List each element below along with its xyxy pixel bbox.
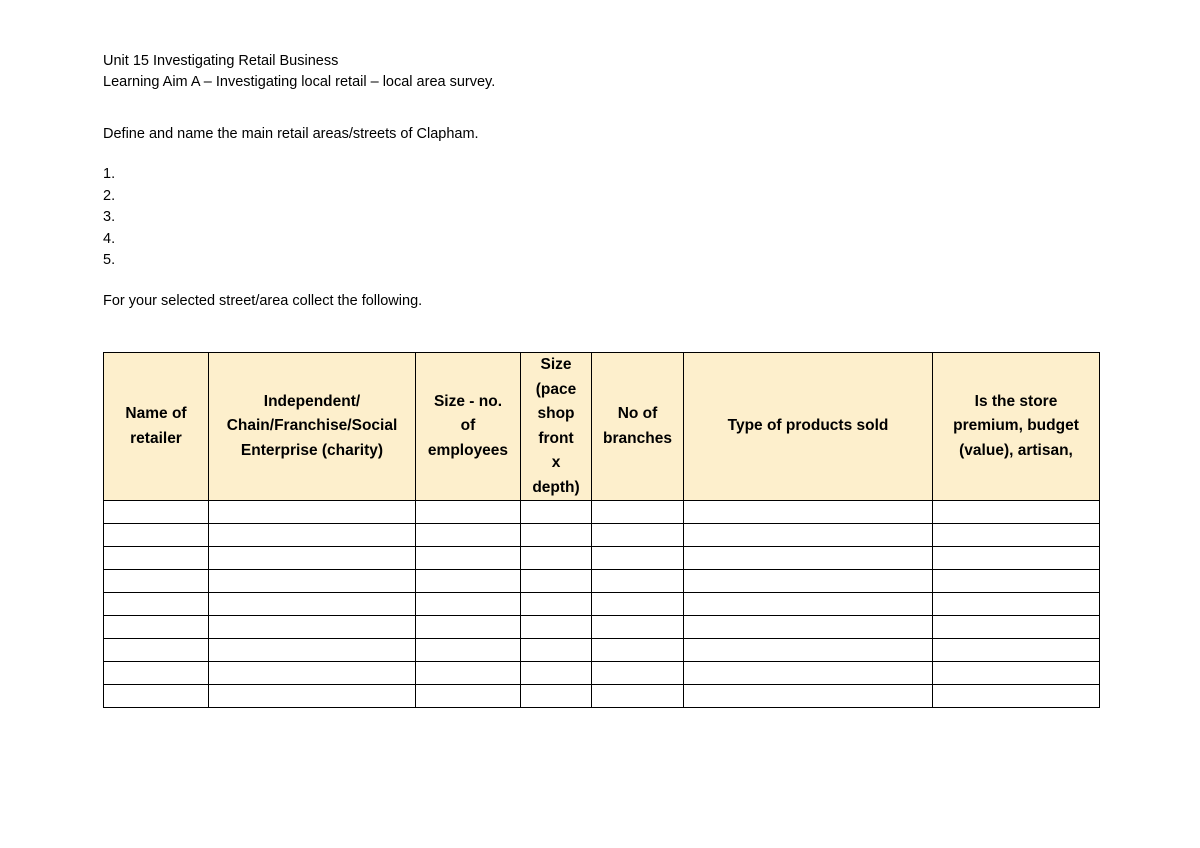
table-cell[interactable]: [684, 616, 933, 639]
table-cell[interactable]: [684, 593, 933, 616]
table-cell[interactable]: [521, 524, 592, 547]
table-cell[interactable]: [592, 570, 684, 593]
list-item: 1.: [103, 166, 116, 182]
table-cell[interactable]: [416, 593, 521, 616]
table-cell[interactable]: [933, 547, 1100, 570]
learning-aim-line: Learning Aim A – Investigating local retail – local area survey.: [103, 74, 496, 90]
header-ownership-type: Independent/ Chain/Franchise/Social Enterprise (charity): [209, 353, 416, 501]
table-cell[interactable]: [933, 524, 1100, 547]
table-cell[interactable]: [592, 639, 684, 662]
list-item: 5.: [103, 252, 116, 268]
list-item: 4.: [103, 230, 116, 247]
table-cell[interactable]: [209, 547, 416, 570]
table-cell[interactable]: [209, 570, 416, 593]
table-cell[interactable]: [209, 662, 416, 685]
table-cell[interactable]: [104, 593, 209, 616]
table-cell[interactable]: [684, 524, 933, 547]
table-cell[interactable]: [684, 639, 933, 662]
table-cell[interactable]: [684, 685, 933, 708]
table-cell[interactable]: [209, 639, 416, 662]
table-row: [104, 570, 1100, 593]
table-cell[interactable]: [104, 616, 209, 639]
table-cell[interactable]: [104, 501, 209, 524]
table-cell[interactable]: [416, 501, 521, 524]
list-item: 2.: [103, 187, 116, 204]
table-cell[interactable]: [416, 662, 521, 685]
header-products-sold: Type of products sold: [684, 353, 933, 501]
table-cell[interactable]: [209, 616, 416, 639]
table-cell[interactable]: [592, 662, 684, 685]
table-cell[interactable]: [684, 501, 933, 524]
table-cell[interactable]: [209, 524, 416, 547]
retail-survey-table: [103, 352, 1100, 708]
header-store-positioning: Is the store premium, budget (value), artisan,: [933, 353, 1100, 501]
header-no-of-branches: No of branches: [592, 353, 684, 501]
table-cell[interactable]: [521, 616, 592, 639]
table-row: [104, 685, 1100, 708]
define-prompt: Define and name the main retail areas/streets of Clapham.: [103, 126, 479, 142]
table-cell[interactable]: [684, 662, 933, 685]
table-cell[interactable]: [933, 685, 1100, 708]
table-cell[interactable]: [521, 547, 592, 570]
table-row: [104, 524, 1100, 547]
table-header-row: [104, 353, 1100, 501]
table-cell[interactable]: [104, 685, 209, 708]
table-cell[interactable]: [521, 570, 592, 593]
table-row: [104, 616, 1100, 639]
list-item: 3.: [103, 209, 116, 225]
table-row: [104, 501, 1100, 524]
header-size-shopfront: Size (pace shop front x depth): [521, 353, 592, 501]
table-cell[interactable]: [416, 616, 521, 639]
table-cell[interactable]: [416, 685, 521, 708]
table-cell[interactable]: [592, 524, 684, 547]
table-body: [104, 501, 1100, 708]
table-cell[interactable]: [933, 616, 1100, 639]
table-cell[interactable]: [521, 501, 592, 524]
table-cell[interactable]: [521, 593, 592, 616]
table-cell[interactable]: [521, 662, 592, 685]
table-cell[interactable]: [209, 593, 416, 616]
table-cell[interactable]: [933, 662, 1100, 685]
table-cell[interactable]: [104, 524, 209, 547]
table-cell[interactable]: [104, 547, 209, 570]
table-cell[interactable]: [684, 547, 933, 570]
table-cell[interactable]: [104, 639, 209, 662]
table-cell[interactable]: [933, 639, 1100, 662]
collect-prompt: For your selected street/area collect the following.: [103, 293, 423, 309]
table-cell[interactable]: [592, 593, 684, 616]
table-cell[interactable]: [209, 685, 416, 708]
table-cell[interactable]: [592, 616, 684, 639]
table-cell[interactable]: [104, 662, 209, 685]
table-row: [104, 639, 1100, 662]
table-cell[interactable]: [416, 639, 521, 662]
table-cell[interactable]: [521, 639, 592, 662]
table-cell[interactable]: [592, 685, 684, 708]
table-cell[interactable]: [416, 524, 521, 547]
table-cell[interactable]: [416, 570, 521, 593]
table-cell[interactable]: [933, 501, 1100, 524]
table-cell[interactable]: [933, 570, 1100, 593]
header-name-of-retailer: Name of retailer: [104, 353, 209, 501]
table-cell[interactable]: [521, 685, 592, 708]
table-row: [104, 662, 1100, 685]
table-cell[interactable]: [933, 593, 1100, 616]
table-cell[interactable]: [592, 547, 684, 570]
header-size-employees: Size - no. of employees: [416, 353, 521, 501]
table-cell[interactable]: [592, 501, 684, 524]
table-row: [104, 593, 1100, 616]
table-cell[interactable]: [684, 570, 933, 593]
table-row: [104, 547, 1100, 570]
table-cell[interactable]: [209, 501, 416, 524]
document-title: Unit 15 Investigating Retail Business: [103, 53, 339, 69]
numbered-list: [103, 164, 115, 272]
table-cell[interactable]: [104, 570, 209, 593]
table-cell[interactable]: [416, 547, 521, 570]
